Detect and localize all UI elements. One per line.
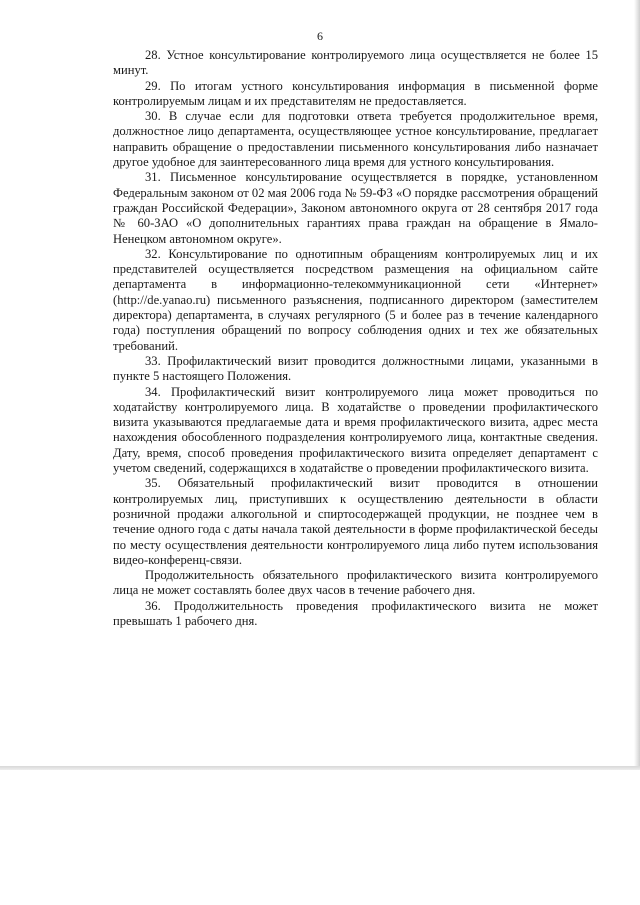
page-number: 6 <box>317 29 323 43</box>
paragraph-36: 36. Продолжительность проведения профилактического визита не может превышать 1 рабочего дня. <box>113 598 598 628</box>
paragraph-35-continued: Продолжительность обязательного профилактического визита контролируемого лица не может составлять более двух часов в течение рабочего дня. <box>113 568 598 598</box>
document-body <box>113 48 598 629</box>
page-right-edge-shadow <box>634 0 640 770</box>
paragraph-31: 31. Письменное консультирование осуществляется в порядке, установленном Федеральным законом от 02 мая 2006 года № 59-ФЗ «О порядке рассмотрения обращений граждан Российской Федерации», Законом автономного округа от 28 сентября 2017 года № 60-ЗАО «О дополнительных гарантиях права граждан на обращение в Ямало-Ненецком автономном округе». <box>113 170 598 246</box>
paragraph-30: 30. В случае если для подготовки ответа требуется продолжительное время, должностное лицо департамента, осуществляющее устное консультирование, предлагает направить обращение о предоставлении письменного консультирования либо назначает другое удобное для заинтересованного лица время для устного консультирования. <box>113 109 598 170</box>
paragraph-35: 35. Обязательный профилактический визит проводится в отношении контролируемых лиц, приступивших к осуществлению деятельности в области розничной продажи алкогольной и спиртосодержащей продукции, не позднее чем в течение одного года с даты начала такой деятельности в форме профилактической беседы по месту осуществления деятельности контролируемого лица либо путем использования видео-конференц-связи. <box>113 476 598 567</box>
paragraph-29: 29. По итогам устного консультирования информация в письменной форме контролируемым лицам и их представителям не предоставляется. <box>113 78 598 108</box>
paragraph-32: 32. Консультирование по однотипным обращениям контролируемых лиц и их представителей осуществляется посредством размещения на официальном сайте департамента в информационно-телекоммуникационной сети «Интернет» (http://de.yanao.ru) письменного разъяснения, подписанного директором (заместителем директора) департамента, в случаях регулярного (5 и более раз в течение календарного года) поступления обращений по вопросу соблюдения одних и тех же обязательных требований. <box>113 246 598 353</box>
paragraph-34: 34. Профилактический визит контролируемого лица может проводиться по ходатайству контролируемого лица. В ходатайстве о проведении профилактического визита указываются предлагаемые дата и время профилактического визита, адрес места нахождения обособленного подразделения контролируемого лица, контактные сведения. Дату, время, способ проведения профилактического визита определяет департамент с учетом сведений, содержащихся в ходатайстве о проведении профилактического визита. <box>113 384 598 476</box>
page-bottom-edge-shadow <box>0 766 640 770</box>
paragraph-28: 28. Устное консультирование контролируемого лица осуществляется не более 15 минут. <box>113 48 598 78</box>
paragraph-33: 33. Профилактический визит проводится должностными лицами, указанными в пункте 5 настоящего Положения. <box>113 353 598 384</box>
